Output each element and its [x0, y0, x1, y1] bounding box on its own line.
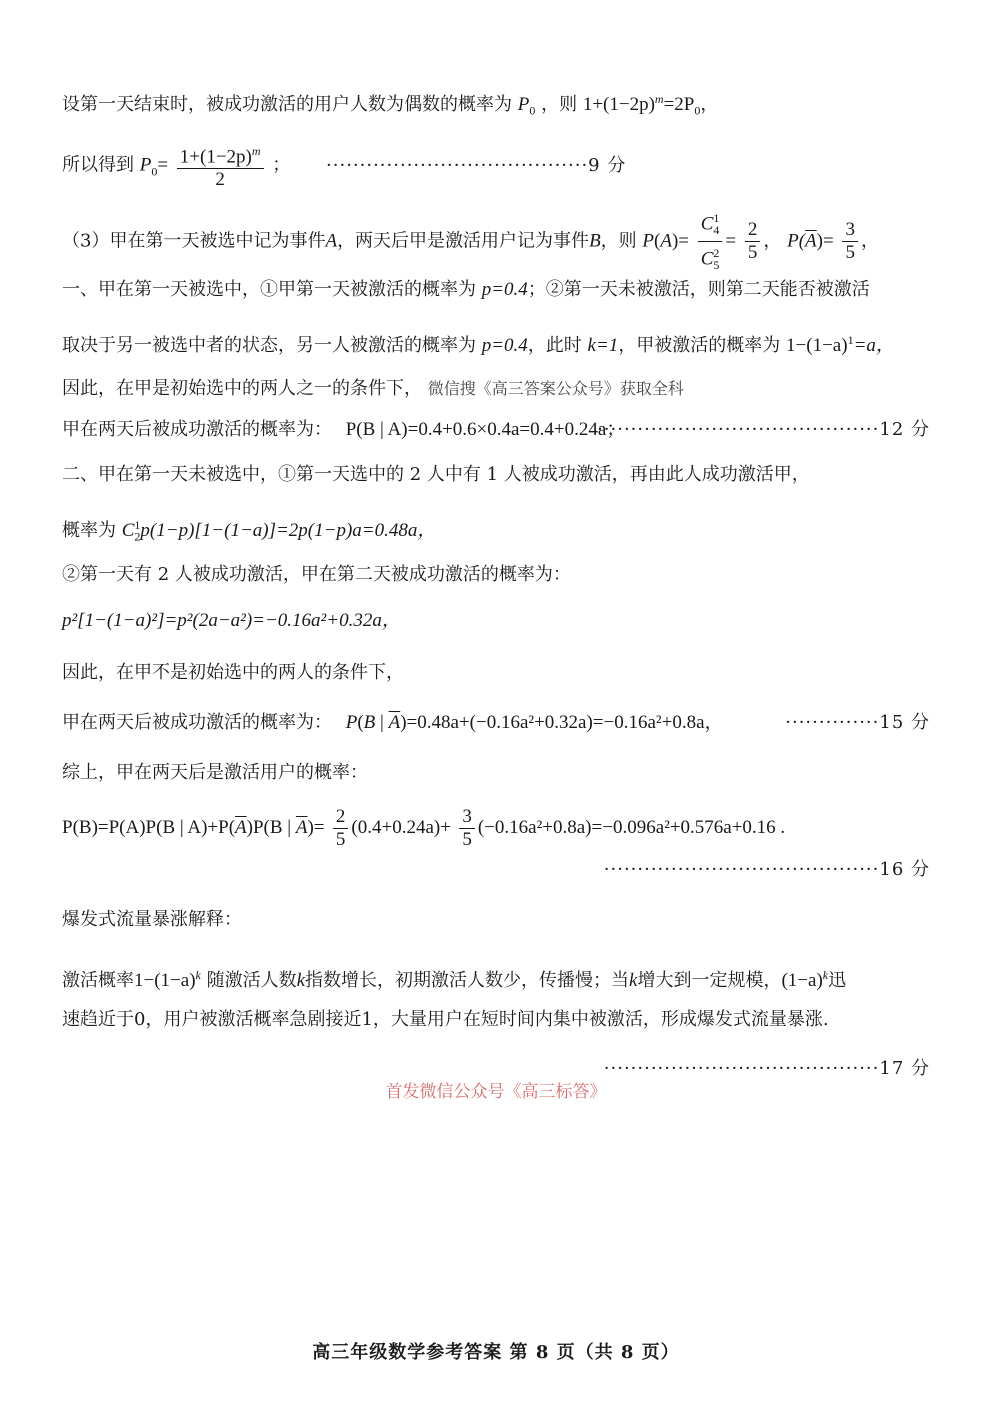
- line-9: 概率为 $C_2^1p(1-p)[1-(1-a)]=2p(1-p)a=0.48a$，: [62, 518, 437, 544]
- score-15: ··············15 分: [785, 712, 930, 733]
- line-5: 取决于另一被选中者的状态，另一人被激活的概率为 p=0.4，此时 k=1，甲被激活的概率为 $1-(1-a)^1=a$，: [62, 333, 895, 356]
- page-footer: 高三年级数学参考答案 第 8 页（共 8 页）: [312, 1342, 680, 1363]
- line-17: 爆发式流量暴涨解释：: [62, 909, 242, 930]
- line-6: 因此，在甲是初始选中的两人之一的条件下， 微信搜《高三答案公众号》获取全科: [62, 378, 684, 399]
- red-watermark: 首发微信公众号《高三标答》: [385, 1082, 607, 1102]
- line-1: 设第一天结束时，被成功激活的用户人数为偶数的概率为 $P_0$ ，则 $1+(1-2p)^m=2P_0$，: [62, 92, 719, 118]
- line-2: 所以得到 $P_0=$ $\frac{1+(1-2p)^m}{2}$ ； ·······································9 分: [62, 140, 942, 191]
- fraction: $\frac{1+(1-2p)^m}{2}$: [177, 140, 264, 191]
- line-3: （3）甲在第一天被选中记为事件A，两天后甲是激活用户记为事件B，则 P(A)= $\frac{C_4^1}{C_5^2}$ = $\frac{2}{5}$ ， $P(\overline{A})=$ $\frac{3}{5}$ ，: [62, 207, 942, 276]
- line-10: ②第一天有 2 人被成功激活，甲在第二天被成功激活的概率为：: [62, 564, 571, 585]
- line-13: 甲在两天后被成功激活的概率为： P(B | $\overline{A})=0.48a+(-0.16a^2+0.32a)=-0.16a^2+0.8a$，: [62, 712, 724, 733]
- line-11: p²[1−(1−a)²]=p²(2a−a²)=−0.16a²+0.32a，: [62, 610, 401, 631]
- line-15: P(B)=P(A)P(B | $A)+P(\overline{A})P(B$ | $\overline{A})=$ $\frac{2}{5}$ (0.4+0.24a)+ $\frac{3}{5}$ (−0.16a²+0.8a)=−0.096a²+0.576a+0.16 .: [62, 806, 786, 850]
- line-19: 速趋近于0，用户被激活概率急剧接近1，大量用户在短时间内集中被激活，形成爆发式流量暴涨.: [62, 1009, 829, 1030]
- line-8: 二、甲在第一天未被选中，①第一天选中的 2 人中有 1 人被成功激活，再由此人成功激活甲，: [62, 464, 810, 485]
- line-7: 甲在两天后被成功激活的概率为： P(B | A)=0.4+0.6×0.4a=0.4+0.24a；: [62, 419, 626, 440]
- line-14: 综上，甲在两天后是激活用户的概率：: [62, 762, 368, 783]
- watermark-text: 微信搜《高三答案公众号》获取全科: [427, 379, 684, 398]
- line-18: 激活概率$1-(1-a)^k$ 随激活人数k指数增长，初期激活人数少，传播慢；当k增大到一定规模，$(1-a)^k$迅: [62, 968, 847, 991]
- line-12: 因此，在甲不是初始选中的两人的条件下，: [62, 662, 404, 683]
- line-4: 一、甲在第一天被选中，①甲第一天被激活的概率为 p=0.4；②第一天未被激活，则第二天能否被激活: [62, 279, 870, 300]
- score-12: ··········································12 分: [597, 419, 930, 440]
- score-17: ·········································17 分: [603, 1058, 930, 1079]
- text: 设第一天结束时，被成功激活的用户人数为偶数的概率为: [62, 94, 512, 115]
- score-16: ·········································16 分: [603, 859, 930, 880]
